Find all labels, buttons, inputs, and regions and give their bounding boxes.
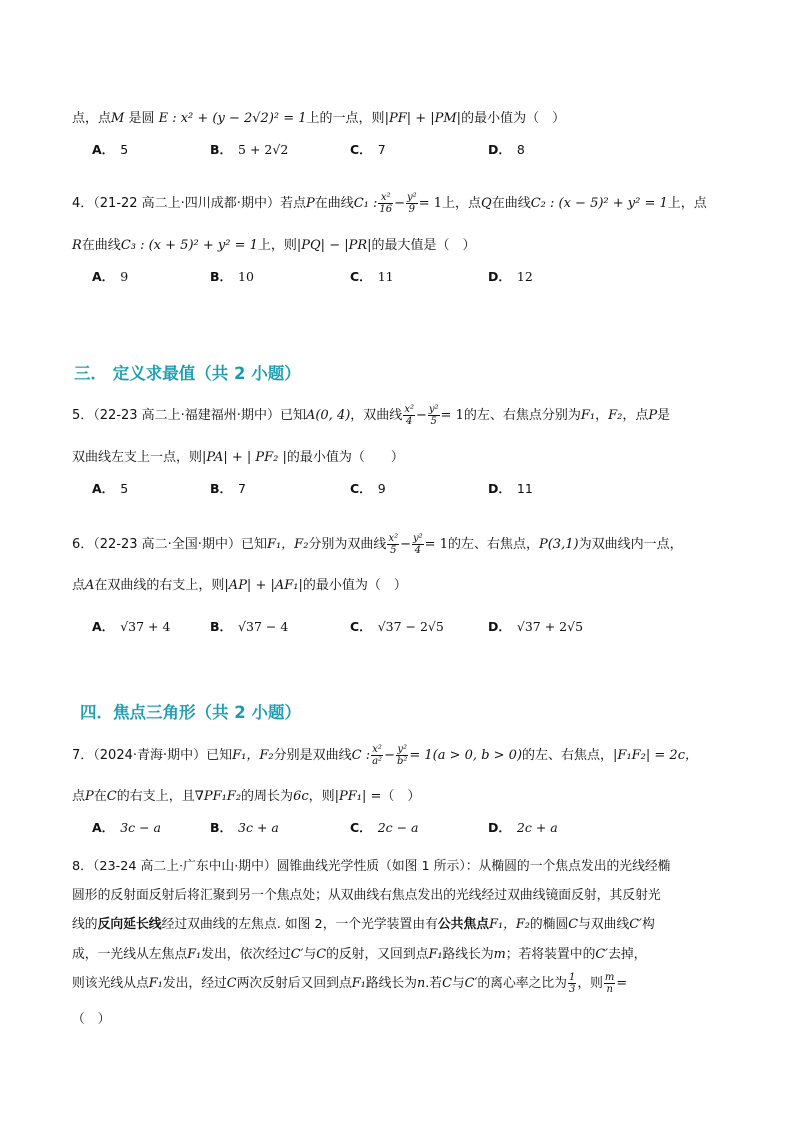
option-c[interactable]: C． 11 <box>350 269 394 284</box>
option-c[interactable]: C． √37 − 2√5 <box>350 619 444 634</box>
option-a[interactable]: A． 5 <box>92 142 129 157</box>
option-b[interactable]: B． √37 − 4 <box>210 619 289 634</box>
question-4-stem-line-2: R在曲线C₃ : (x + 5)² + y² = 1上，则|PQ| − |PR|的最大值是（ ） <box>72 238 476 253</box>
fraction: $\frac{\text{x²}}{4}$ <box>404 404 414 427</box>
option-d[interactable]: D． 2c + a <box>488 820 558 835</box>
option-a[interactable]: A． 5 <box>92 481 129 496</box>
fraction: $\frac{\text{x²}}{5}$ <box>388 533 399 556</box>
math-expression: |PF| + |PM| <box>384 111 462 126</box>
question-5-options <box>92 479 732 497</box>
option-c[interactable]: C． 2c − a <box>350 820 419 835</box>
math-M: M <box>111 111 125 126</box>
question-8-line-3: 线的反向延长线经过双曲线的左焦点. 如图 2，一个光学装置由有公共焦点F₁，F₂的椭圆C与双曲线C′构 <box>72 917 655 932</box>
fraction: $\frac{\text{x²}}{\text{a²}}$ <box>372 744 383 767</box>
question-7-stem-line-1: 7．（2024·青海·期中）已知F₁，F₂分别是双曲线C : $\frac{\text{x²}}{\text{a²}}$ − $\frac{\text{y²}}{\text{b²}}$ = 1(a > 0, b > 0)的左、右焦点，|F₁F₂| = 2c， <box>72 744 698 767</box>
option-d[interactable]: D． √37 + 2√5 <box>488 619 584 634</box>
question-8-line-5: 则该光线从点F₁发出，经过C两次反射后又回到点F₁路线长为n.若C与C′的离心率之比为 $\frac{1}{3}$ ，则 $\frac{m}{n}$ = <box>72 972 628 995</box>
question-5-stem-line-1: 5．（22-23 高二上·福建福州·期中）已知A(0, 4)，双曲线 $\frac{\text{x²}}{4}$ − $\frac{\text{y²}}{5}$ = 1的左、右焦点分别为F₁，F₂，点P是 <box>72 404 671 427</box>
question-7-options <box>92 818 732 836</box>
option-b[interactable]: B． 3c + a <box>210 820 279 835</box>
question-6-stem-line-1: 6．（22-23 高二·全国·期中）已知F₁，F₂分别为双曲线 $\frac{\text{x²}}{5}$ − $\frac{\text{y²}}{4}$ = 1的左、右焦点，P(3,1)为双曲线内一点， <box>72 533 683 556</box>
math-circle-equation: E : x² + (y − 2√2)² = 1 <box>158 111 307 126</box>
fraction: $\frac{\text{y²}}{5}$ <box>428 404 439 427</box>
question-4-options <box>92 267 732 285</box>
question-8-line-6: （ ） <box>72 1012 111 1027</box>
fraction: $\frac{\text{x²}}{16}$ <box>379 192 393 215</box>
option-c[interactable]: C． 9 <box>350 481 386 496</box>
question-6-options <box>92 617 732 635</box>
option-b[interactable]: B． 5 + 2√2 <box>210 142 289 157</box>
question-5-stem-line-2: 双曲线左支上一点，则|PA| + | PF₂ |的最小值为（ ） <box>72 450 404 465</box>
text: 点，点 <box>72 111 112 126</box>
option-a[interactable]: A． 9 <box>92 269 129 284</box>
fraction: $\frac{\text{y²}}{4}$ <box>413 533 423 556</box>
option-c[interactable]: C． 7 <box>350 142 386 157</box>
option-a[interactable]: A． √37 + 4 <box>92 619 171 634</box>
fraction: $\frac{m}{n}$ <box>604 972 615 995</box>
section-heading-4: 四．焦点三角形（共 2 小题） <box>80 703 301 722</box>
option-b[interactable]: B． 10 <box>210 269 254 284</box>
section-heading-3: 三． 定义求最值（共 2 小题） <box>74 364 301 383</box>
option-d[interactable]: D． 11 <box>488 481 533 496</box>
question-3-options <box>92 140 732 158</box>
fraction: $\frac{1}{3}$ <box>568 972 576 995</box>
question-8-line-4: 成，一光线从左焦点F₁发出，依次经过C′与C的反射，又回到点F₁路线长为m；若将装置中的C′去掉， <box>72 947 647 962</box>
option-b[interactable]: B． 7 <box>210 481 246 496</box>
question-8-line-2: 圆形的反射面反射后将汇聚到另一个焦点处；从双曲线右焦点发出的光线经过双曲线镜面反射，其反射光 <box>72 888 661 903</box>
question-3-stem-tail <box>72 107 734 126</box>
question-8-line-1: 8．（23-24 高二上·广东中山·期中）圆锥曲线光学性质（如图 1 所示）：从椭圆的一个焦点发出的光线经椭 <box>72 859 671 874</box>
question-4-stem-line-1: 4．（21-22 高二上·四川成都·期中）若点P在曲线C₁ : $\frac{\text{x²}}{16}$ − $\frac{\text{y²}}{9}$ = 1上，点Q在曲线C₂ : (x − 5)² + y² = 1上，点 <box>72 192 707 215</box>
text: 的最小值为（ ） <box>461 111 566 126</box>
fraction: $\frac{\text{y²}}{\text{b²}}$ <box>396 744 408 767</box>
text: 是圆 <box>124 111 159 126</box>
option-a[interactable]: A． 3c − a <box>92 820 162 835</box>
option-d[interactable]: D． 8 <box>488 142 525 157</box>
fraction: $\frac{\text{y²}}{9}$ <box>407 192 417 215</box>
text: 上的一点，则 <box>306 111 385 126</box>
option-d[interactable]: D． 12 <box>488 269 533 284</box>
question-6-stem-line-2: 点A在双曲线的右支上，则|AP| + |AF₁|的最小值为（ ） <box>72 578 407 593</box>
question-7-stem-line-2: 点P在C的右支上，且∇PF₁F₂的周长为6c，则|PF₁| =（ ） <box>72 789 421 804</box>
